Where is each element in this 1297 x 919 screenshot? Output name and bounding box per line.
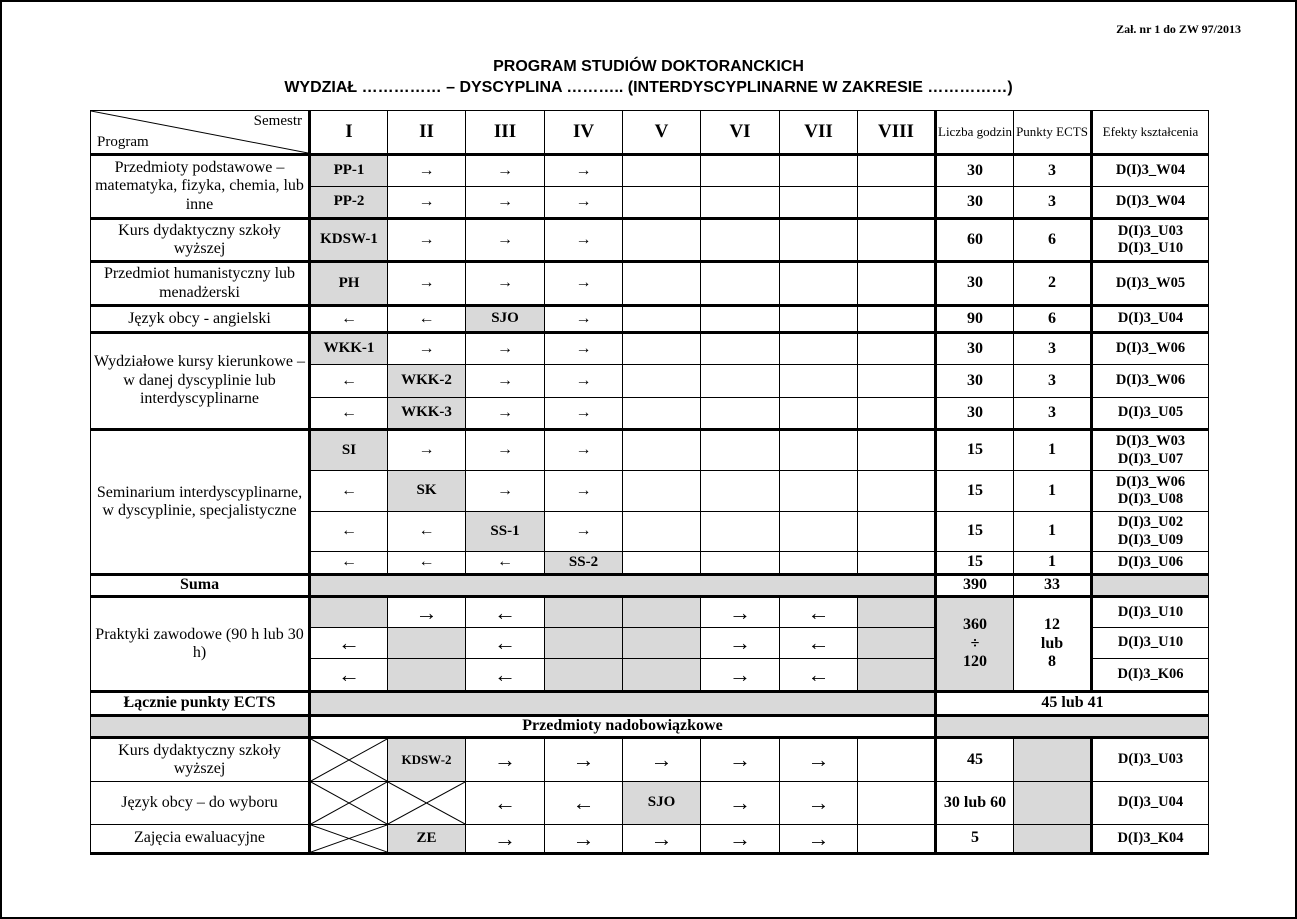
wkk3-effects: D(I)3_U05 [1092,398,1209,430]
right-arrow: → [466,825,545,854]
right-arrow: → [545,333,623,365]
right-arrow: → [466,430,545,471]
left-arrow: ← [466,552,545,575]
left-arrow: ← [310,306,388,333]
ss2-ects: 1 [1014,552,1092,575]
jo2-label: Język obcy – do wyboru [91,782,310,825]
right-arrow: → [623,825,701,854]
jo2-code: SJO [623,782,701,825]
right-arrow: → [545,262,623,306]
laczne-value: 45 lub 41 [936,692,1209,716]
wkk1-code: WKK-1 [310,333,388,365]
suma-ects: 33 [1014,575,1092,597]
right-arrow: → [466,187,545,219]
pp1-hours: 30 [936,155,1014,187]
right-arrow: → [545,512,623,552]
kdsw-label: Kurs dydaktyczny szkoły wyższej [91,219,310,262]
left-arrow: ← [466,597,545,628]
effects-header: Efekty kształcenia [1092,111,1209,155]
ph-code: PH [310,262,388,306]
semester-8-header: VIII [858,111,936,155]
jo-label: Język obcy - angielski [91,306,310,333]
right-arrow: → [466,333,545,365]
right-arrow: → [466,471,545,512]
praktyki-effects-1: D(I)3_U10 [1092,597,1209,628]
wkk1-ects: 3 [1014,333,1092,365]
hours-header: Liczba godzin [936,111,1014,155]
pp2-hours: 30 [936,187,1014,219]
ects-header: Punkty ECTS [1014,111,1092,155]
semester-4-header: IV [545,111,623,155]
nadob-right-shaded [936,716,1209,738]
ph-effects: D(I)3_W05 [1092,262,1209,306]
sk-code: SK [388,471,466,512]
jo-effects: D(I)3_U04 [1092,306,1209,333]
ze-label: Zajęcia ewaluacyjne [91,825,310,854]
suma-effects-shaded [1092,575,1209,597]
sk-hours: 15 [936,471,1014,512]
wkk2-hours: 30 [936,365,1014,398]
ze-code: ZE [388,825,466,854]
kdsw2-effects: D(I)3_U03 [1092,738,1209,782]
wkk3-code: WKK-3 [388,398,466,430]
wkk1-effects: D(I)3_W06 [1092,333,1209,365]
wkk2-ects: 3 [1014,365,1092,398]
right-arrow: → [545,471,623,512]
right-arrow: → [545,365,623,398]
right-arrow: → [545,398,623,430]
right-arrow: → [388,597,466,628]
left-arrow: ← [466,782,545,825]
praktyki-ects: 12 lub 8 [1014,597,1092,692]
suma-label: Suma [91,575,310,597]
wkk2-code: WKK-2 [388,365,466,398]
wkk3-hours: 30 [936,398,1014,430]
sk-effects: D(I)3_W06 D(I)3_U08 [1092,471,1209,512]
ss2-code: SS-2 [545,552,623,575]
right-arrow: → [466,219,545,262]
right-arrow: → [388,262,466,306]
left-arrow: ← [310,365,388,398]
right-arrow: → [388,430,466,471]
semester-1-header: I [310,111,388,155]
si-hours: 15 [936,430,1014,471]
right-arrow: → [780,825,858,854]
jo-code: SJO [466,306,545,333]
suma-shaded [310,575,936,597]
jo-ects: 6 [1014,306,1092,333]
right-arrow: → [466,262,545,306]
crossed-cell [388,782,466,825]
left-arrow: ← [310,552,388,575]
si-code: SI [310,430,388,471]
right-arrow: → [388,219,466,262]
right-arrow: → [545,155,623,187]
kdsw1-hours: 60 [936,219,1014,262]
left-arrow: ← [466,659,545,692]
jo-hours: 90 [936,306,1014,333]
right-arrow: → [466,398,545,430]
document-title: PROGRAM STUDIÓW DOKTORANCKICH [493,58,804,75]
kdsw2-label: Kurs dydaktyczny szkoły wyższej [91,738,310,782]
nadob-label: Przedmioty nadobowiązkowe [310,716,936,738]
si-effects: D(I)3_W03 D(I)3_U07 [1092,430,1209,471]
right-arrow: → [623,738,701,782]
kdsw2-hours: 45 [936,738,1014,782]
jo2-hours: 30 lub 60 [936,782,1014,825]
right-arrow: → [466,155,545,187]
praktyki-effects-2: D(I)3_U10 [1092,628,1209,659]
si-ects: 1 [1014,430,1092,471]
praktyki-effects-3: D(I)3_K06 [1092,659,1209,692]
left-arrow: ← [310,471,388,512]
left-arrow: ← [780,628,858,659]
nadob-left-shaded [91,716,310,738]
right-arrow: → [388,333,466,365]
pp1-effects: D(I)3_W04 [1092,155,1209,187]
program-table [90,110,1209,855]
semester-7-header: VII [780,111,858,155]
attachment-reference: Zał. nr 1 do ZW 97/2013 [1116,22,1241,36]
crossed-cell [310,782,388,825]
ss1-code: SS-1 [466,512,545,552]
pp-label: Przedmioty podstawowe – matematyka, fizyka, chemia, lub inne [91,155,310,219]
wkk-label: Wydziałowe kursy kierunkowe – w danej dyscyplinie lub interdyscyplinarne [91,333,310,430]
semester-5-header: V [623,111,701,155]
right-arrow: → [701,738,780,782]
crossed-cell [310,825,388,854]
ze-hours: 5 [936,825,1014,854]
laczne-label: Łącznie punkty ECTS [91,692,310,716]
left-arrow: ← [780,659,858,692]
left-arrow: ← [780,597,858,628]
kdsw1-effects: D(I)3_U03 D(I)3_U10 [1092,219,1209,262]
right-arrow: → [545,219,623,262]
left-arrow: ← [466,628,545,659]
kdsw1-ects: 6 [1014,219,1092,262]
pp2-ects: 3 [1014,187,1092,219]
kdsw2-code: KDSW-2 [388,738,466,782]
right-arrow: → [545,430,623,471]
ze-effects: D(I)3_K04 [1092,825,1209,854]
ss1-hours: 15 [936,512,1014,552]
seminar-label: Seminarium interdyscyplinarne, w dyscyplinie, specjalistyczne [91,430,310,575]
suma-hours: 390 [936,575,1014,597]
program-label: Program [97,133,149,150]
semester-6-header: VI [701,111,780,155]
right-arrow: → [701,825,780,854]
wkk1-hours: 30 [936,333,1014,365]
crossed-cell [310,738,388,782]
right-arrow: → [701,659,780,692]
jo2-effects: D(I)3_U04 [1092,782,1209,825]
ss2-hours: 15 [936,552,1014,575]
left-arrow: ← [310,659,388,692]
semestr-label: Semestr [253,113,302,129]
right-arrow: → [780,738,858,782]
pp1-code: PP-1 [310,155,388,187]
right-arrow: → [701,782,780,825]
right-arrow: → [545,187,623,219]
right-arrow: → [545,825,623,854]
wkk2-effects: D(I)3_W06 [1092,365,1209,398]
laczne-shaded [310,692,936,716]
left-arrow: ← [310,628,388,659]
ss1-ects: 1 [1014,512,1092,552]
ph-hours: 30 [936,262,1014,306]
document-subtitle: WYDZIAŁ …………… – DYSCYPLINA ……….. (INTERDYSCYPLINARNE W ZAKRESIE ……………) [284,79,1013,96]
praktyki-label: Praktyki zawodowe (90 h lub 30 h) [91,597,310,692]
sk-ects: 1 [1014,471,1092,512]
right-arrow: → [466,365,545,398]
right-arrow: → [545,738,623,782]
right-arrow: → [780,782,858,825]
pp2-effects: D(I)3_W04 [1092,187,1209,219]
left-arrow: ← [310,398,388,430]
right-arrow: → [466,738,545,782]
right-arrow: → [388,187,466,219]
ss2-effects: D(I)3_U06 [1092,552,1209,575]
header-diagonal-cell [91,111,310,155]
semester-2-header: II [388,111,466,155]
right-arrow: → [701,628,780,659]
semester-3-header: III [466,111,545,155]
right-arrow: → [701,597,780,628]
right-arrow: → [388,155,466,187]
pp2-code: PP-2 [310,187,388,219]
ph-label: Przedmiot humanistyczny lub menadżerski [91,262,310,306]
kdsw1-code: KDSW-1 [310,219,388,262]
left-arrow: ← [388,552,466,575]
pp1-ects: 3 [1014,155,1092,187]
ph-ects: 2 [1014,262,1092,306]
left-arrow: ← [545,782,623,825]
left-arrow: ← [310,512,388,552]
right-arrow: → [545,306,623,333]
wkk3-ects: 3 [1014,398,1092,430]
ss1-effects: D(I)3_U02 D(I)3_U09 [1092,512,1209,552]
left-arrow: ← [388,306,466,333]
left-arrow: ← [388,512,466,552]
praktyki-hours: 360 ÷ 120 [936,597,1014,692]
